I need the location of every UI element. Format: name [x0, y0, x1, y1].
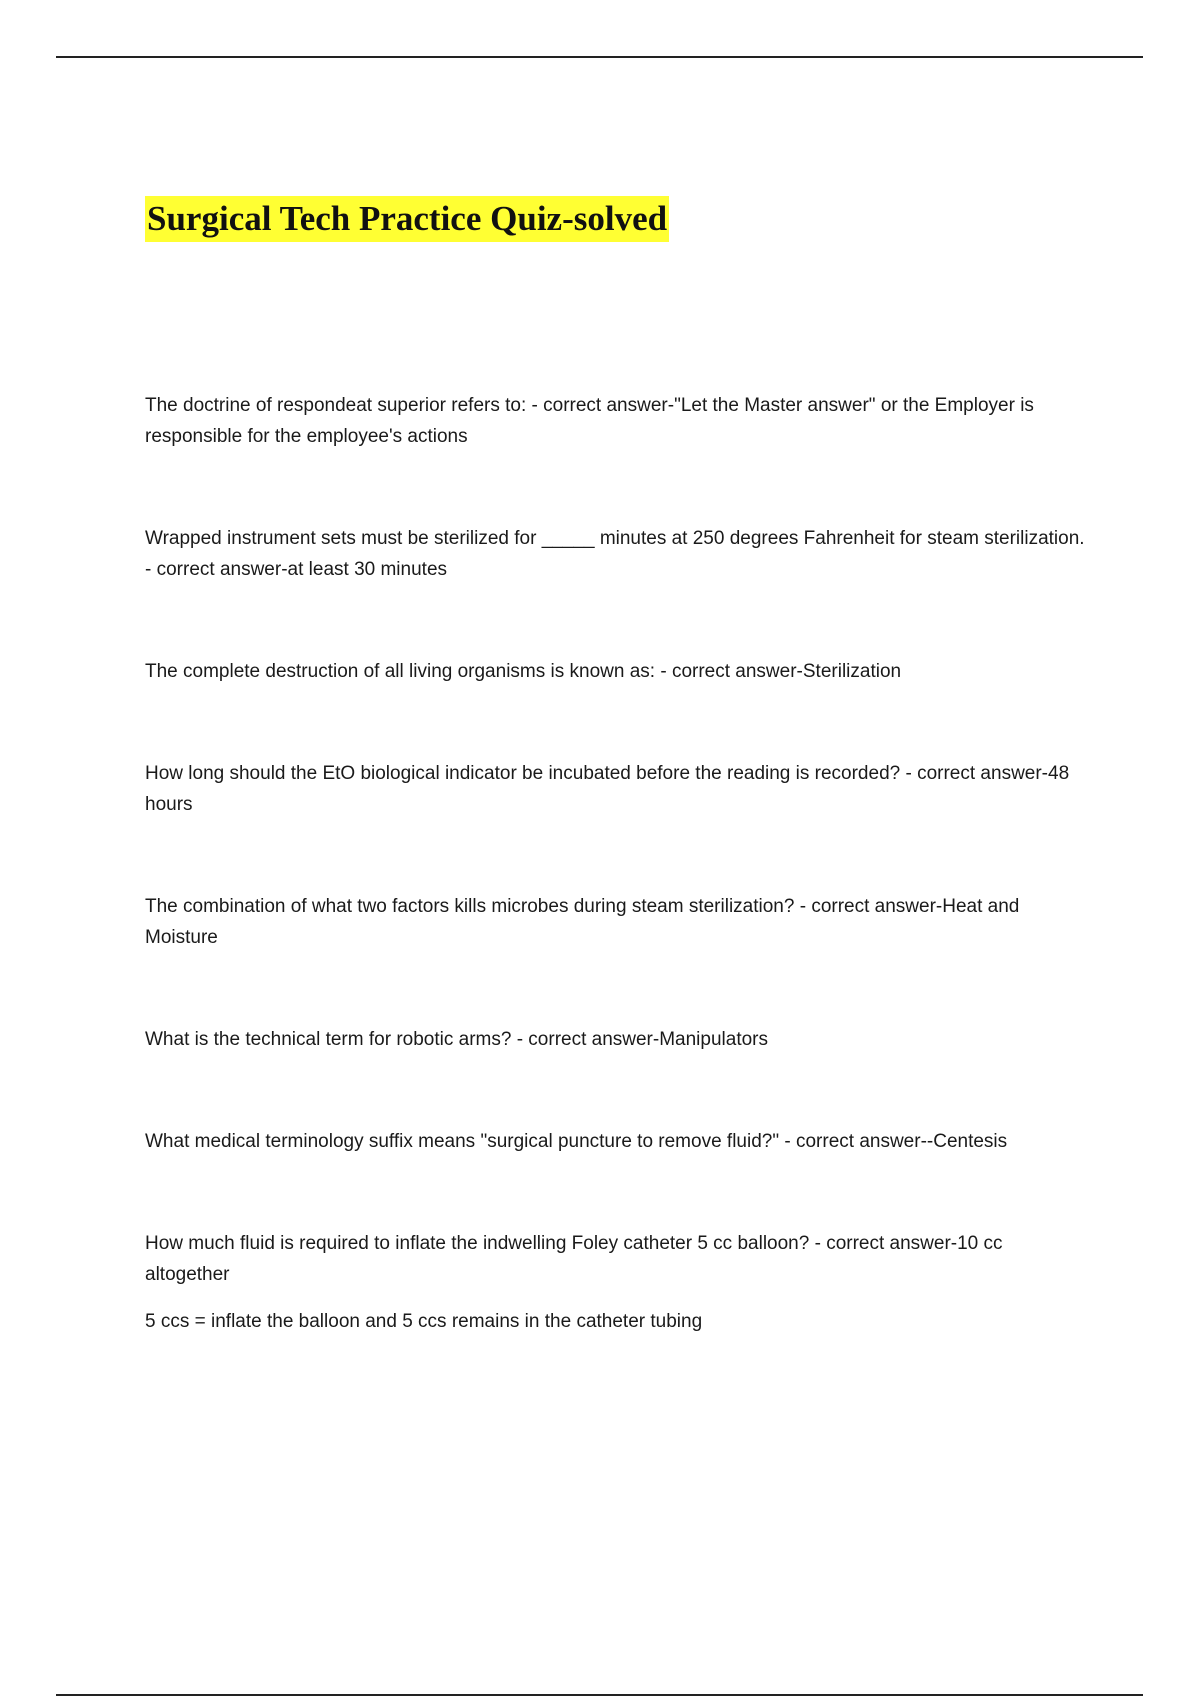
- quiz-entry-5: The combination of what two factors kills microbes during steam sterilization? - correct answer-Heat and Moisture: [145, 896, 1020, 948]
- quiz-entry-7: What medical terminology suffix means "surgical puncture to remove fluid?" - correct answer--Centesis: [145, 1131, 1008, 1152]
- quiz-entry-3: The complete destruction of all living organisms is known as: - correct answer-Sterilization: [145, 661, 902, 682]
- quiz-entry-2: Wrapped instrument sets must be sterilized for _____ minutes at 250 degrees Fahrenheit for steam sterilization. - correct answer-at least 30 minutes: [145, 528, 1085, 580]
- footer-rule: [56, 1694, 1143, 1696]
- document-title: Surgical Tech Practice Quiz-solved: [145, 196, 669, 242]
- quiz-entry-6: What is the technical term for robotic arms? - correct answer-Manipulators: [145, 1029, 768, 1050]
- quiz-entry-4: How long should the EtO biological indicator be incubated before the reading is recorded? - correct answer-48 hours: [145, 763, 1070, 815]
- quiz-entry-1: The doctrine of respondeat superior refers to: - correct answer-"Let the Master answer" or the Employer is responsible for the employee's actions: [145, 395, 1034, 447]
- quiz-entry-8: How much fluid is required to inflate the indwelling Foley catheter 5 cc balloon? - correct answer-10 cc altogether: [145, 1233, 1003, 1285]
- header-rule: [56, 56, 1143, 58]
- quiz-entry-8-note: 5 ccs = inflate the balloon and 5 ccs remains in the catheter tubing: [145, 1311, 703, 1332]
- document-title-block: [145, 196, 669, 242]
- quiz-content: [145, 390, 1085, 1337]
